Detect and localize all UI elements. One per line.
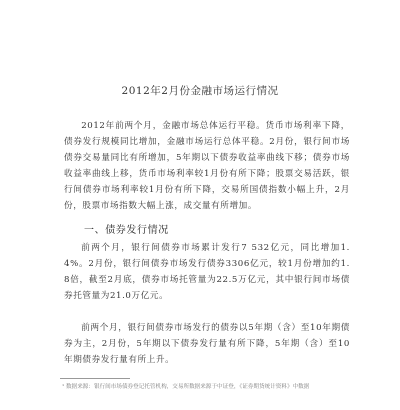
intro-paragraph: 2012年前两个月，金融市场总体运行平稳。货币市场利率下降，债券发行规模同比增加，金融市场运行总体平稳。2月份，银行间市场债券交易量同比有所增加，5年期以下债券收益率曲线下移；债券市场收益率曲线上移，货币市场利率较1月份有所下降；股票交易活跃，银行间债券市场利率较1月份有所下降，交易所国债指数小幅上升，2月份，股票市场指数大幅上涨，成交量有所增加。 <box>64 121 350 211</box>
document-title: 2012年2月份金融市场运行情况 <box>121 85 279 97</box>
section-paragraph-2: 前两个月，银行间债券市场发行的债券以5年期（含）至10年期债券为主，2月份，5年期以下债券发行量有所下降，5年期（含）至10年期债券发行量有所上升。 <box>64 323 350 365</box>
section-heading: 一、债券发行情况 <box>84 225 169 236</box>
footnote-divider <box>60 378 130 379</box>
footnote: ¹ 数据来源：银行间市场债券登记托管机构，交易所数据来源于中证登，《证券期货统计资料》中数据 <box>62 384 310 390</box>
section-paragraph-1: 前两个月，银行间债券市场累计发行7 532亿元，同比增加1.4%。2月份，银行间债券市场发行债券3306亿元，较1月份增加约1.8倍，截至2月底，债券市场托管量为22.5万亿元，其中银行间市场债券托管量为21.0万亿元。 <box>64 243 350 301</box>
